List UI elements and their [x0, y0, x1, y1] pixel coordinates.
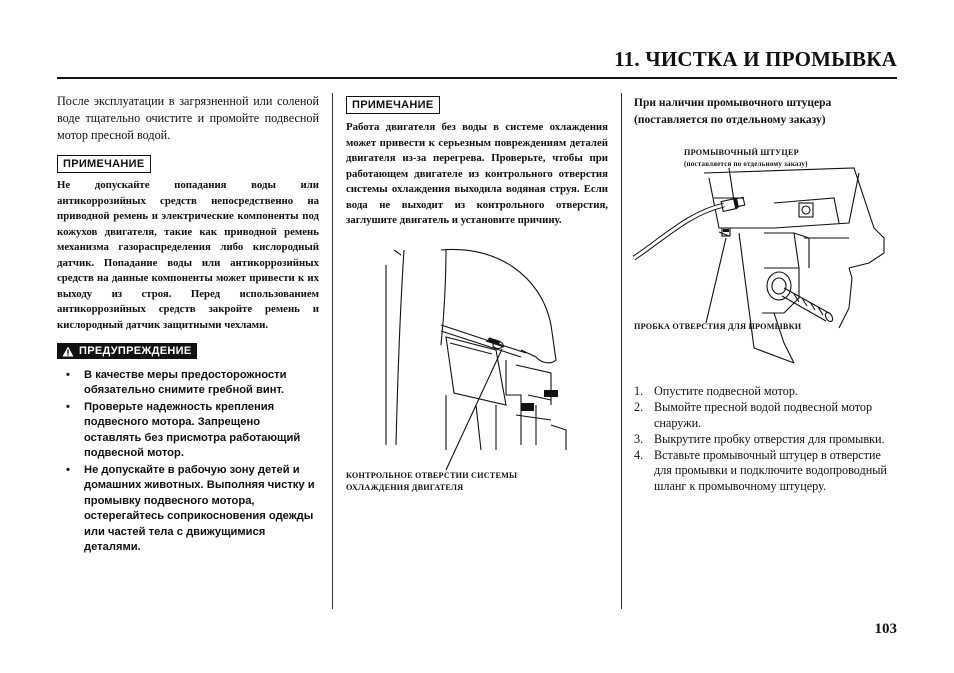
column-divider-1 — [332, 93, 333, 609]
warning-item: • Не допускайте в рабочую зону детей и домашних животных. Выполняя чистку и промывку подвесного мотора, остерегайтесь соприкосновения одежды или частей тела с движущимися деталями. — [66, 463, 315, 553]
flush-section-heading: При наличии промывочного штуцера (поставляется по отдельному заказу) — [634, 97, 832, 126]
page-number: 103 — [874, 621, 897, 637]
title-rule — [57, 77, 897, 79]
fitting-label: ПРОМЫВОЧНЫЙ ШТУЦЕР (поставляется по отдельному заказу) — [684, 148, 808, 168]
step-item: 3. Выкрутите пробку отверстия для промывки. — [634, 431, 885, 446]
step-item: 4. Вставьте промывочный штуцер в отверстие для промывки и подключите водопроводный шланг к промывочному штуцеру. — [634, 447, 887, 493]
flush-fitting-diagram — [634, 168, 897, 368]
column-right — [634, 93, 897, 129]
note-label-2: ПРИМЕЧАНИЕ — [346, 96, 440, 114]
warning-label-text: ПРЕДУПРЕЖДЕНИЕ — [79, 345, 192, 357]
bullet-icon: • — [66, 368, 70, 381]
warning-triangle-icon — [62, 346, 74, 357]
bullet-icon: • — [66, 463, 70, 476]
steps-list — [634, 384, 897, 494]
note-label: ПРИМЕЧАНИЕ — [57, 155, 151, 173]
column-left — [57, 93, 319, 557]
indicator-hole-diagram — [346, 245, 608, 460]
warning-label — [57, 343, 197, 359]
plug-label: ПРОБКА ОТВЕРСТИЯ ДЛЯ ПРОМЫВКИ — [634, 322, 802, 331]
steps-block — [634, 384, 897, 495]
step-item: 2. Вымойте пресной водой подвесной мотор снаружи. — [634, 400, 873, 430]
intro-paragraph: После эксплуатации в загрязненной или соленой воде тщательно очистите и промойте подвесной мотор пресной водой. — [57, 94, 319, 142]
column-divider-2 — [621, 93, 622, 609]
warning-list — [57, 368, 319, 556]
note-text-2: Работа двигателя без воды в системе охлаждения может привести к серьезным повреждениям деталей двигателя из-за перегрева. Проверьте, чтобы при работающем двигателе из контрольного отверстия системы охлаждения выходила водяная струя. Если вода не выходит из контрольного отверстия, заглушите двигатель и установите причину. — [346, 121, 608, 226]
step-item: 1. Опустите подвесной мотор. — [634, 384, 798, 398]
indicator-hole-caption: КОНТРОЛЬНОЕ ОТВЕРСТИИ СИСТЕМЫ ОХЛАЖДЕНИЯ ДВИГАТЕЛЯ — [346, 471, 518, 492]
warning-item: • Проверьте надежность крепления подвесного мотора. Запрещено оставлять без присмотра работающий подвесной мотор. — [66, 400, 301, 459]
page-title: 11. ЧИСТКА И ПРОМЫВКА — [614, 47, 897, 71]
bullet-icon: • — [66, 400, 70, 413]
column-middle — [346, 93, 608, 229]
note-text: Не допускайте попадания воды или антикоррозийных средств непосредственно на приводной ремень и электрические компоненты под кожухов двигателя, такие как приводной ремень механизма газораспределения либо кислородный датчик. Попадание воды или антикоррозийных средств на данные компоненты может привести к их выходу из строя. Перед использованием антикоррозийных средств закройте ремень и кислородный датчик защитными чехлами. — [57, 179, 319, 331]
warning-item: • В качестве меры предосторожности обязательно снимите гребной винт. — [66, 368, 287, 396]
